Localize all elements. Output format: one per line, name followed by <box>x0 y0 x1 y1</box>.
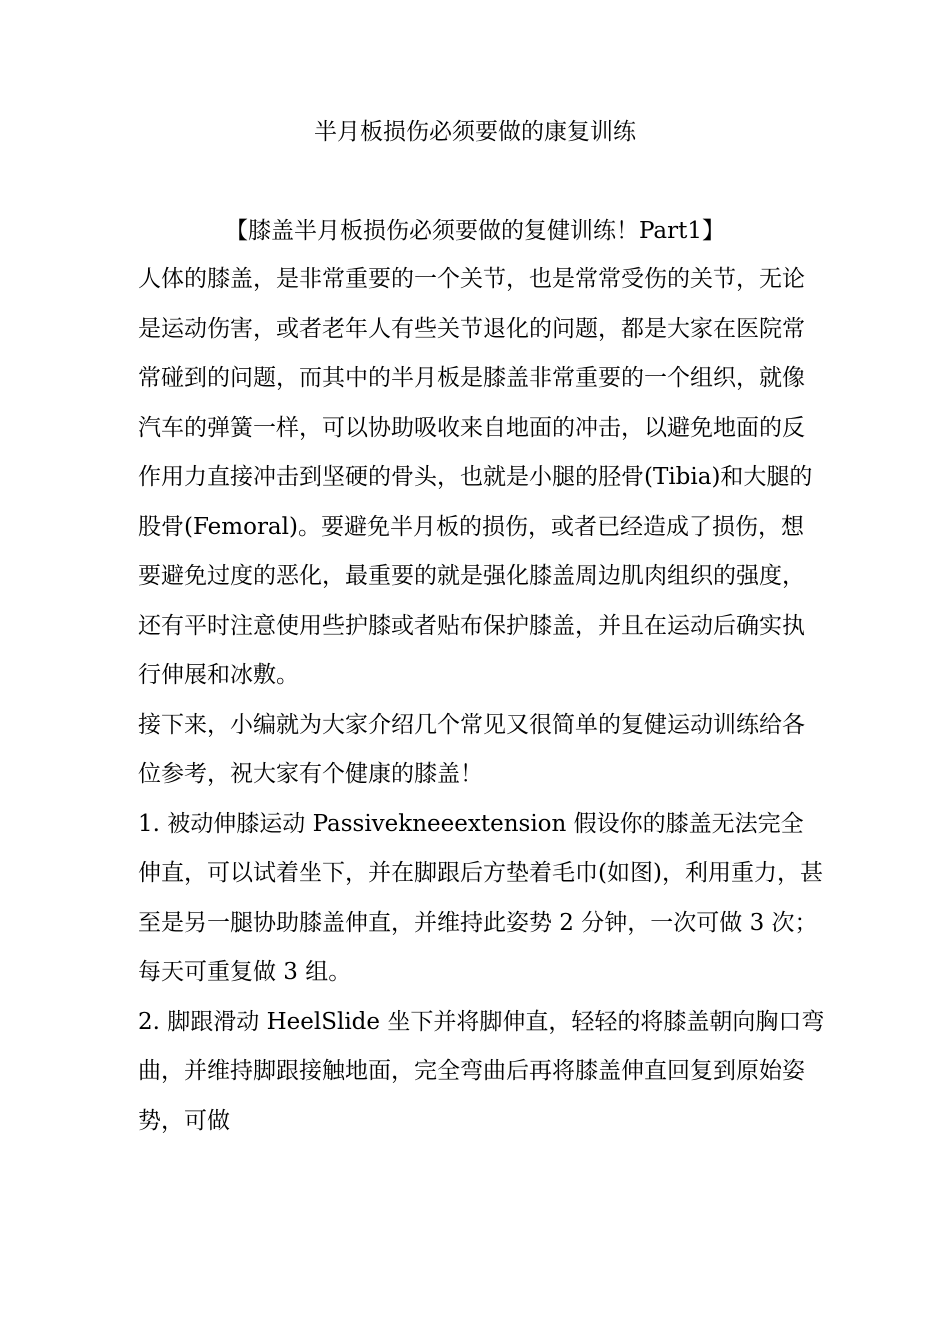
paragraph-exercise-1: 1. 被动伸膝运动 Passivekneeextension 假设你的膝盖无法完全伸直，可以试着坐下，并在脚跟后方垫着毛巾(如图)，利用重力，甚至是另一腿协助膝盖伸直，并维持此姿势 2 分钟，一次可做 3 次；每天可重复做 3 组。 <box>138 810 823 985</box>
document-body <box>138 255 826 1146</box>
document-title: 半月板损伤必须要做的康复训练 <box>314 119 636 145</box>
paragraph-transition: 接下来，小编就为大家介绍几个常见又很简单的复健运动训练给各位参考，祝大家有个健康的膝盖！ <box>138 711 805 787</box>
paragraph-intro: 人体的膝盖，是非常重要的一个关节，也是常常受伤的关节，无论是运动伤害，或者老年人有些关节退化的问题，都是大家在医院常常碰到的问题，而其中的半月板是膝盖非常重要的一个组织，就像汽车的弹簧一样，可以协助吸收来自地面的冲击，以避免地面的反作用力直接冲击到坚硬的骨头，也就是小腿的胫骨(Tibia)和大腿的股骨(Femoral)。要避免半月板的损伤，或者已经造成了损伤，想要避免过度的恶化，最重要的就是强化膝盖周边肌肉组织的强度，还有平时注意使用些护膝或者贴布保护膝盖，并且在运动后确实执行伸展和冰敷。 <box>138 266 813 688</box>
paragraph-exercise-2: 2. 脚跟滑动 HeelSlide 坐下并将脚伸直，轻轻的将膝盖朝向胸口弯曲，并维持脚跟接触地面，完全弯曲后再将膝盖伸直回复到原始姿势，可做 <box>138 1008 825 1134</box>
section-heading: 【膝盖半月板损伤必须要做的复健训练！Part1】 <box>224 218 726 244</box>
